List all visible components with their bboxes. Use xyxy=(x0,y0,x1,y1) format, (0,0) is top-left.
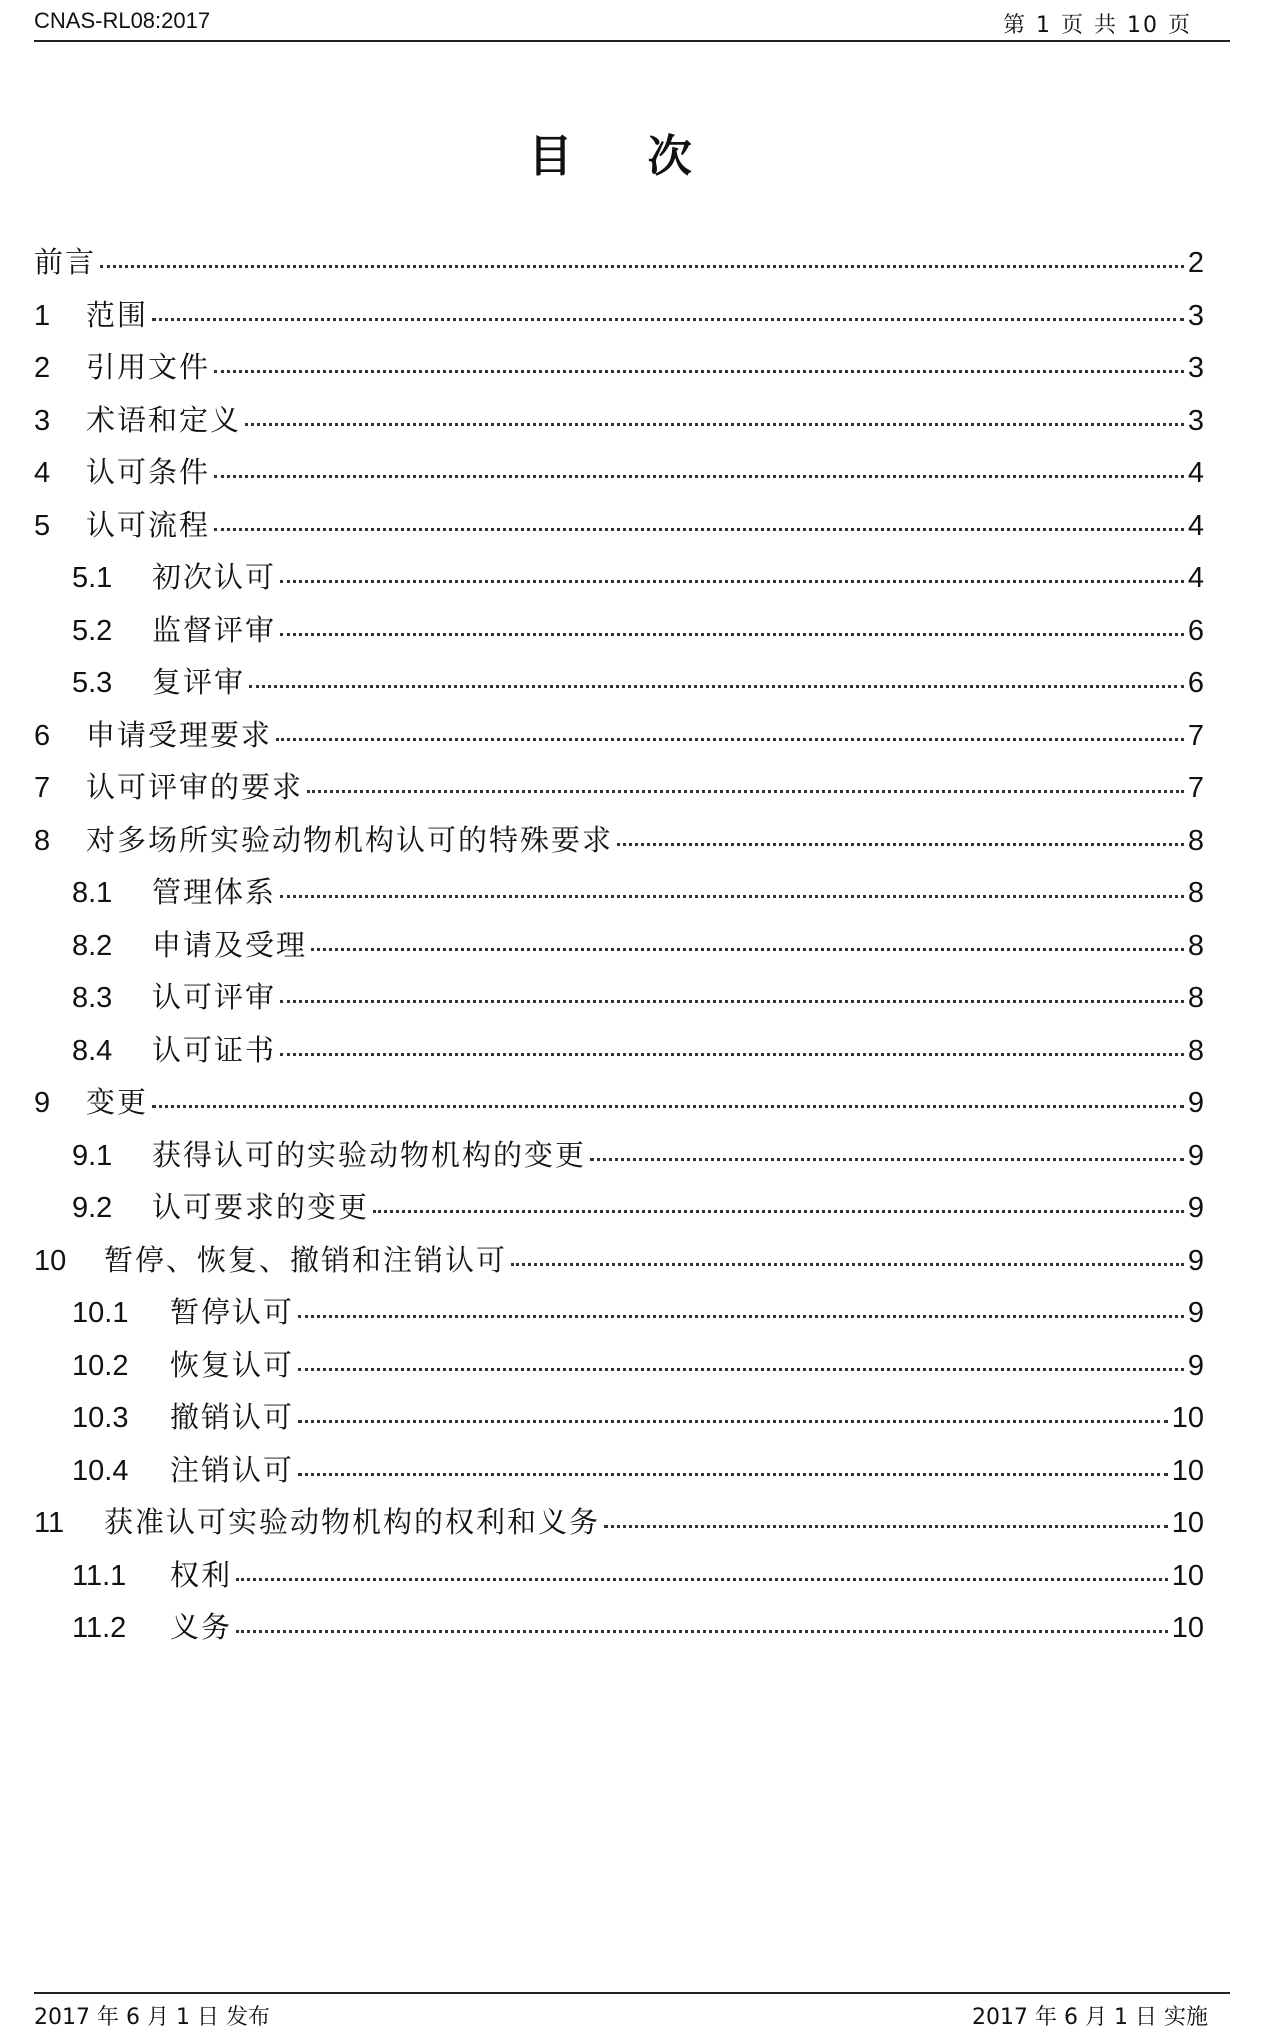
dot-leader xyxy=(307,790,1184,793)
toc-entry-number: 5.3 xyxy=(72,667,113,699)
toc-entry[interactable] xyxy=(34,236,1204,289)
toc-entry-page: 3 xyxy=(1187,299,1204,332)
toc-entry-number: 11.1 xyxy=(72,1559,127,1592)
toc-entry-label: 撤销认可 xyxy=(170,1400,295,1434)
document-code: CNAS-RL08:2017 xyxy=(34,8,211,33)
toc-entry-page: 4 xyxy=(1187,562,1204,594)
dot-leader xyxy=(590,1158,1184,1161)
toc-entry-page: 6 xyxy=(1187,614,1204,647)
toc-entry-number: 7 xyxy=(34,772,51,804)
toc-entry[interactable] xyxy=(34,761,1204,814)
toc-entry-label: 认可评审的要求 xyxy=(86,770,304,804)
toc-entry-label: 管理体系 xyxy=(152,875,277,909)
dot-leader xyxy=(311,948,1184,951)
toc-entry[interactable] xyxy=(34,394,1204,447)
dot-leader xyxy=(214,475,1184,478)
toc-entry[interactable] xyxy=(34,604,1204,657)
toc-entry[interactable] xyxy=(34,551,1204,604)
toc-entry[interactable] xyxy=(34,1286,1204,1339)
toc-entry-label: 注销认可 xyxy=(170,1452,295,1487)
dot-leader xyxy=(511,1263,1184,1266)
toc-entry-number: 5.1 xyxy=(72,562,113,594)
toc-entry-number: 9.1 xyxy=(72,1139,113,1172)
toc-entry-page: 7 xyxy=(1187,772,1204,804)
toc-entry-number: 6 xyxy=(34,719,51,752)
toc-entry[interactable] xyxy=(34,709,1204,762)
dot-leader xyxy=(276,738,1184,741)
toc-entry-label: 变更 xyxy=(86,1085,149,1119)
toc-entry-page: 3 xyxy=(1187,404,1204,437)
dot-leader xyxy=(236,1578,1168,1581)
toc-entry-page: 4 xyxy=(1187,509,1204,542)
toc-entry-page: 7 xyxy=(1187,719,1204,752)
toc-entry-number: 8.4 xyxy=(72,1034,113,1067)
toc-entry-label: 获得认可的实验动物机构的变更 xyxy=(152,1137,587,1172)
dot-leader xyxy=(152,318,1184,321)
toc-entry-page: 8 xyxy=(1187,929,1204,962)
dot-leader xyxy=(617,843,1184,846)
toc-entry-page: 10 xyxy=(1171,1559,1204,1592)
toc-entry-number: 10.3 xyxy=(72,1402,129,1434)
toc-title: 目 次 xyxy=(528,131,722,182)
toc-entry-label: 义务 xyxy=(170,1610,233,1644)
toc-entry-page: 10 xyxy=(1171,1402,1204,1434)
toc-entry-page: 10 xyxy=(1171,1612,1204,1644)
toc-entry-number: 8 xyxy=(34,824,51,857)
toc-entry-label: 范围 xyxy=(86,297,149,332)
toc-entry[interactable] xyxy=(34,1129,1204,1182)
toc-entry-number: 2 xyxy=(34,352,51,384)
toc-entry[interactable] xyxy=(34,499,1204,552)
toc-entry[interactable] xyxy=(34,656,1204,709)
dot-leader xyxy=(298,1473,1168,1476)
dot-leader xyxy=(280,580,1184,583)
dot-leader xyxy=(280,1000,1184,1003)
toc-entry-label: 引用文件 xyxy=(86,350,211,384)
toc-entry-page: 2 xyxy=(1187,247,1204,279)
dot-leader xyxy=(280,633,1184,636)
toc-entry-label: 术语和定义 xyxy=(86,402,242,437)
page-footer xyxy=(34,1992,1230,2034)
toc-entry-number: 8.2 xyxy=(72,929,113,962)
dot-leader xyxy=(298,1368,1184,1371)
toc-entry-page: 10 xyxy=(1171,1507,1204,1539)
dot-leader xyxy=(249,685,1184,688)
toc-entry-label: 前言 xyxy=(34,245,97,279)
toc-entry-label: 认可流程 xyxy=(86,507,211,542)
dot-leader xyxy=(152,1105,1184,1108)
dot-leader xyxy=(214,370,1184,373)
toc-entry[interactable] xyxy=(34,1391,1204,1444)
dot-leader xyxy=(100,265,1184,268)
toc-entry-number: 11 xyxy=(34,1507,65,1539)
toc-entry-label: 复评审 xyxy=(152,665,246,699)
toc-entry-page: 6 xyxy=(1187,667,1204,699)
dot-leader xyxy=(214,528,1184,531)
toc-entry-page: 9 xyxy=(1187,1139,1204,1172)
toc-entry-number: 4 xyxy=(34,457,51,489)
toc-entry-page: 8 xyxy=(1187,982,1204,1014)
toc-entry-page: 8 xyxy=(1187,1034,1204,1067)
toc-entry[interactable] xyxy=(34,1024,1204,1077)
toc-entry-label: 暂停、恢复、撤销和注销认可 xyxy=(104,1242,508,1277)
toc-entry-label: 恢复认可 xyxy=(170,1347,295,1382)
toc-entry-number: 10 xyxy=(34,1244,67,1277)
toc-entry[interactable] xyxy=(34,1181,1204,1234)
toc-entry[interactable] xyxy=(34,866,1204,919)
dot-leader xyxy=(236,1630,1168,1633)
toc-entry[interactable] xyxy=(34,971,1204,1024)
toc-entry[interactable] xyxy=(34,814,1204,867)
toc-entry-label: 认可证书 xyxy=(152,1032,277,1067)
toc-entry[interactable] xyxy=(34,1339,1204,1392)
dot-leader xyxy=(280,895,1184,898)
toc-entry-page: 3 xyxy=(1187,352,1204,384)
toc-entry-label: 认可要求的变更 xyxy=(152,1190,370,1224)
toc-entry-page: 9 xyxy=(1187,1192,1204,1224)
toc-entry-label: 申请及受理 xyxy=(152,927,308,962)
toc-entry-number: 11.2 xyxy=(72,1612,127,1644)
toc-entry-number: 1 xyxy=(34,299,51,332)
toc-entry-number: 10.1 xyxy=(72,1297,129,1329)
toc-entry-number: 5 xyxy=(34,509,51,542)
dot-leader xyxy=(298,1315,1184,1318)
dot-leader xyxy=(245,423,1184,426)
toc-entry-number: 8.1 xyxy=(72,877,113,909)
toc-entry[interactable] xyxy=(34,1076,1204,1129)
dot-leader xyxy=(298,1420,1168,1423)
toc-entry-label: 获准认可实验动物机构的权利和义务 xyxy=(104,1505,601,1539)
toc-entry[interactable] xyxy=(34,341,1204,394)
issue-date: 2017 年 6 月 1 日 发布 xyxy=(34,2005,270,2030)
toc-entry-label: 认可条件 xyxy=(86,455,211,489)
toc-entry-number: 3 xyxy=(34,404,51,437)
toc-entry-number: 9 xyxy=(34,1087,51,1119)
toc-entry-number: 10.4 xyxy=(72,1454,129,1487)
toc-entry-page: 8 xyxy=(1187,824,1204,857)
toc-entry-label: 初次认可 xyxy=(152,560,277,594)
toc-entry[interactable] xyxy=(34,1549,1204,1602)
toc-entry-label: 权利 xyxy=(170,1557,233,1592)
toc-entry[interactable] xyxy=(34,446,1204,499)
dot-leader xyxy=(373,1210,1184,1213)
toc-entry-label: 暂停认可 xyxy=(170,1295,295,1329)
toc-entry-label: 认可评审 xyxy=(152,980,277,1014)
toc-entry-page: 8 xyxy=(1187,877,1204,909)
page-header xyxy=(34,2,1230,42)
dot-leader xyxy=(280,1053,1184,1056)
toc-entry-page: 4 xyxy=(1187,457,1204,489)
toc-entry[interactable] xyxy=(34,919,1204,972)
toc-entry[interactable] xyxy=(34,1234,1204,1287)
toc-entry-number: 8.3 xyxy=(72,982,113,1014)
toc-entry-page: 9 xyxy=(1187,1087,1204,1119)
toc-entry[interactable] xyxy=(34,1601,1204,1654)
table-of-contents xyxy=(34,236,1204,1654)
toc-entry-page: 9 xyxy=(1187,1244,1204,1277)
toc-entry[interactable] xyxy=(34,289,1204,342)
toc-entry-label: 对多场所实验动物机构认可的特殊要求 xyxy=(86,822,614,857)
toc-entry-page: 9 xyxy=(1187,1297,1204,1329)
toc-entry-page: 10 xyxy=(1171,1454,1204,1487)
page-info: 第 1 页 共 10 页 xyxy=(1003,13,1192,38)
toc-entry[interactable] xyxy=(34,1444,1204,1497)
toc-entry-number: 5.2 xyxy=(72,614,113,647)
toc-entry-label: 申请受理要求 xyxy=(86,717,273,752)
toc-entry[interactable] xyxy=(34,1496,1204,1549)
toc-entry-page: 9 xyxy=(1187,1349,1204,1382)
toc-entry-number: 10.2 xyxy=(72,1349,129,1382)
dot-leader xyxy=(604,1525,1168,1528)
effective-date: 2017 年 6 月 1 日 实施 xyxy=(972,2005,1208,2030)
toc-entry-label: 监督评审 xyxy=(152,612,277,647)
toc-entry-number: 9.2 xyxy=(72,1192,113,1224)
